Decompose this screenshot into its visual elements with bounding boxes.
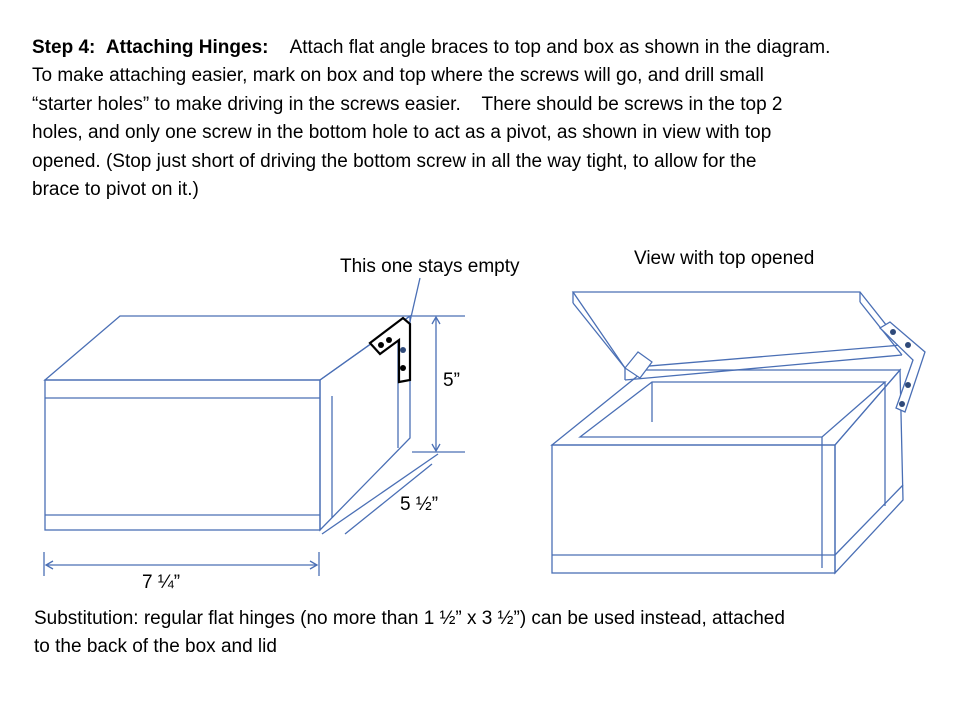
instruction-line-5: opened. (Stop just short of driving the bottom screw in all the way tight, to allow for the (32, 150, 757, 172)
open-box-front (552, 445, 835, 573)
instruction-line-4: holes, and only one screw in the bottom hole to act as a pivot, as shown in view with top (32, 122, 772, 144)
closed-box-brace (370, 318, 410, 382)
instruction-line-2: To make attaching easier, mark on box and top where the screws will go, and drill small (32, 65, 764, 87)
step-title: Attaching Hinges: (105, 37, 269, 58)
pivot-screw (905, 382, 911, 388)
open-box (552, 292, 903, 573)
instruction-line-1: Attach flat angle braces to top and box as shown in the diagram. (289, 37, 831, 58)
screw (899, 401, 905, 407)
open-box-lid (573, 292, 902, 368)
height-dimension: 5” (443, 370, 460, 391)
empty-hole-label: This one stays empty (340, 256, 520, 277)
instruction-line-6: brace to pivot on it.) (32, 179, 199, 201)
substitution-line-2: to the back of the box and lid (34, 636, 277, 657)
screw (890, 329, 896, 335)
screw (905, 342, 911, 348)
closed-box-top (45, 316, 410, 380)
screw-hole (386, 337, 392, 343)
closed-box-side (320, 316, 410, 530)
instruction-line-3: “starter holes” to make driving in the screws easier. There should be screws in the top 2 (32, 93, 783, 115)
depth-dimension: 5 ½” (400, 494, 439, 515)
screw-hole-empty (400, 347, 406, 353)
substitution-line-1: Substitution: regular flat hinges (no more than 1 ½” x 3 ½”) can be used instead, attached (34, 608, 785, 629)
screw-hole (378, 342, 384, 348)
open-box-rim (552, 370, 900, 445)
substitution-note (34, 605, 934, 661)
step-label: Step 4: (32, 37, 96, 58)
screw-hole (400, 365, 406, 371)
open-view-label: View with top opened (634, 248, 815, 269)
width-dimension: 7 ¼” (142, 572, 181, 593)
closed-box-front (45, 380, 320, 530)
open-box-side (835, 370, 903, 573)
